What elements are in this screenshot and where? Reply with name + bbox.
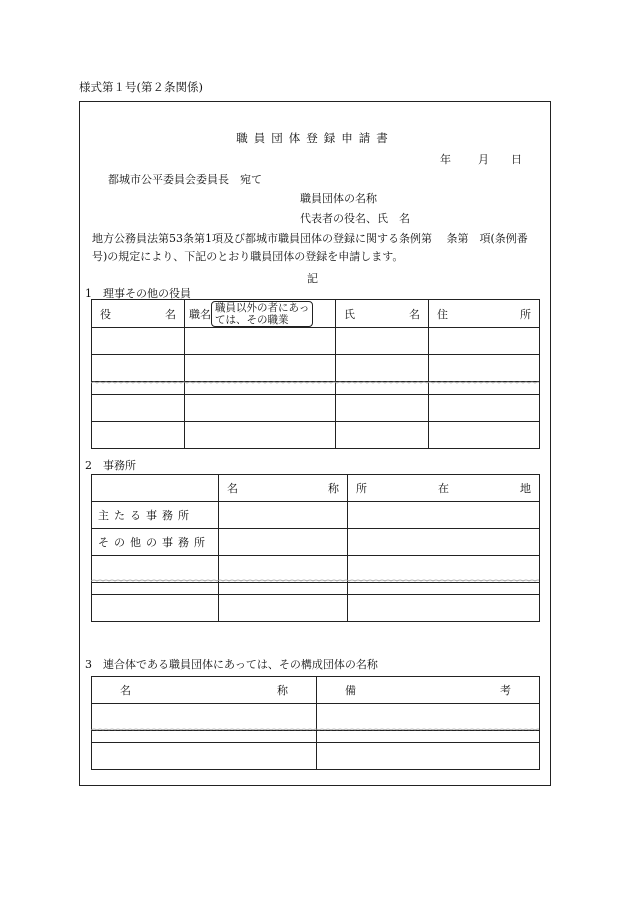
constituent-header-remarks: 備 考 bbox=[317, 677, 540, 704]
table-row bbox=[92, 422, 540, 449]
table-row bbox=[92, 595, 540, 622]
section3-heading: 3 連合体である職員団体にあっては、その構成団体の名称 bbox=[85, 658, 378, 671]
constituent-header-name: 名 称 bbox=[92, 677, 317, 704]
date-year: 年 bbox=[440, 153, 451, 166]
application-body-text: 地方公務員法第53条第1項及び都城市職員団体の登録に関する条例第 条第 項(条例番号)の規定により、下記のとおり職員団体の登録を申請します。 bbox=[92, 232, 528, 263]
other-office-label: その他の事務所 bbox=[98, 536, 210, 549]
office-header-row bbox=[92, 475, 540, 502]
wavy-omission-mark bbox=[91, 576, 539, 586]
office-header-blank bbox=[92, 475, 219, 502]
representative-label: 代表者の役名、氏 名 bbox=[300, 212, 410, 225]
constituent-table bbox=[91, 676, 540, 770]
office-row-other bbox=[92, 529, 540, 556]
org-name-label: 職員団体の名称 bbox=[300, 192, 377, 205]
office-table bbox=[91, 474, 540, 622]
main-office-label: 主たる事務所 bbox=[98, 509, 194, 522]
section1-heading: 1 理事その他の役員 bbox=[85, 287, 191, 300]
ki-heading: 記 bbox=[307, 272, 318, 285]
officers-header-role: 役 名 bbox=[92, 300, 185, 328]
recipient-line: 都城市公平委員会委員長 宛て bbox=[108, 173, 262, 186]
job-note-brace: 職員以外の者にあっ ては、その職業 bbox=[211, 301, 313, 327]
office-row-main bbox=[92, 502, 540, 529]
wavy-omission-mark bbox=[91, 378, 539, 388]
officers-table bbox=[91, 299, 540, 449]
officers-header-name: 氏 名 bbox=[336, 300, 429, 328]
date-day: 日 bbox=[511, 153, 522, 166]
office-header-name: 名 称 bbox=[219, 475, 348, 502]
table-row bbox=[92, 395, 540, 422]
wavy-omission-mark bbox=[91, 725, 539, 735]
date-month: 月 bbox=[478, 153, 489, 166]
form-number-label: 様式第１号(第２条関係) bbox=[79, 80, 203, 94]
section2-heading: 2 事務所 bbox=[85, 459, 136, 472]
table-row bbox=[92, 328, 540, 355]
officers-header-address: 住 所 bbox=[429, 300, 540, 328]
officers-header-row bbox=[92, 300, 540, 328]
constituent-header-row bbox=[92, 677, 540, 704]
document-title: 職員団体登録申請書 bbox=[236, 131, 394, 145]
officers-header-job: 職名 職員以外の者にあっ ては、その職業 bbox=[185, 300, 336, 328]
table-row bbox=[92, 743, 540, 770]
office-header-location: 所 在 地 bbox=[348, 475, 540, 502]
